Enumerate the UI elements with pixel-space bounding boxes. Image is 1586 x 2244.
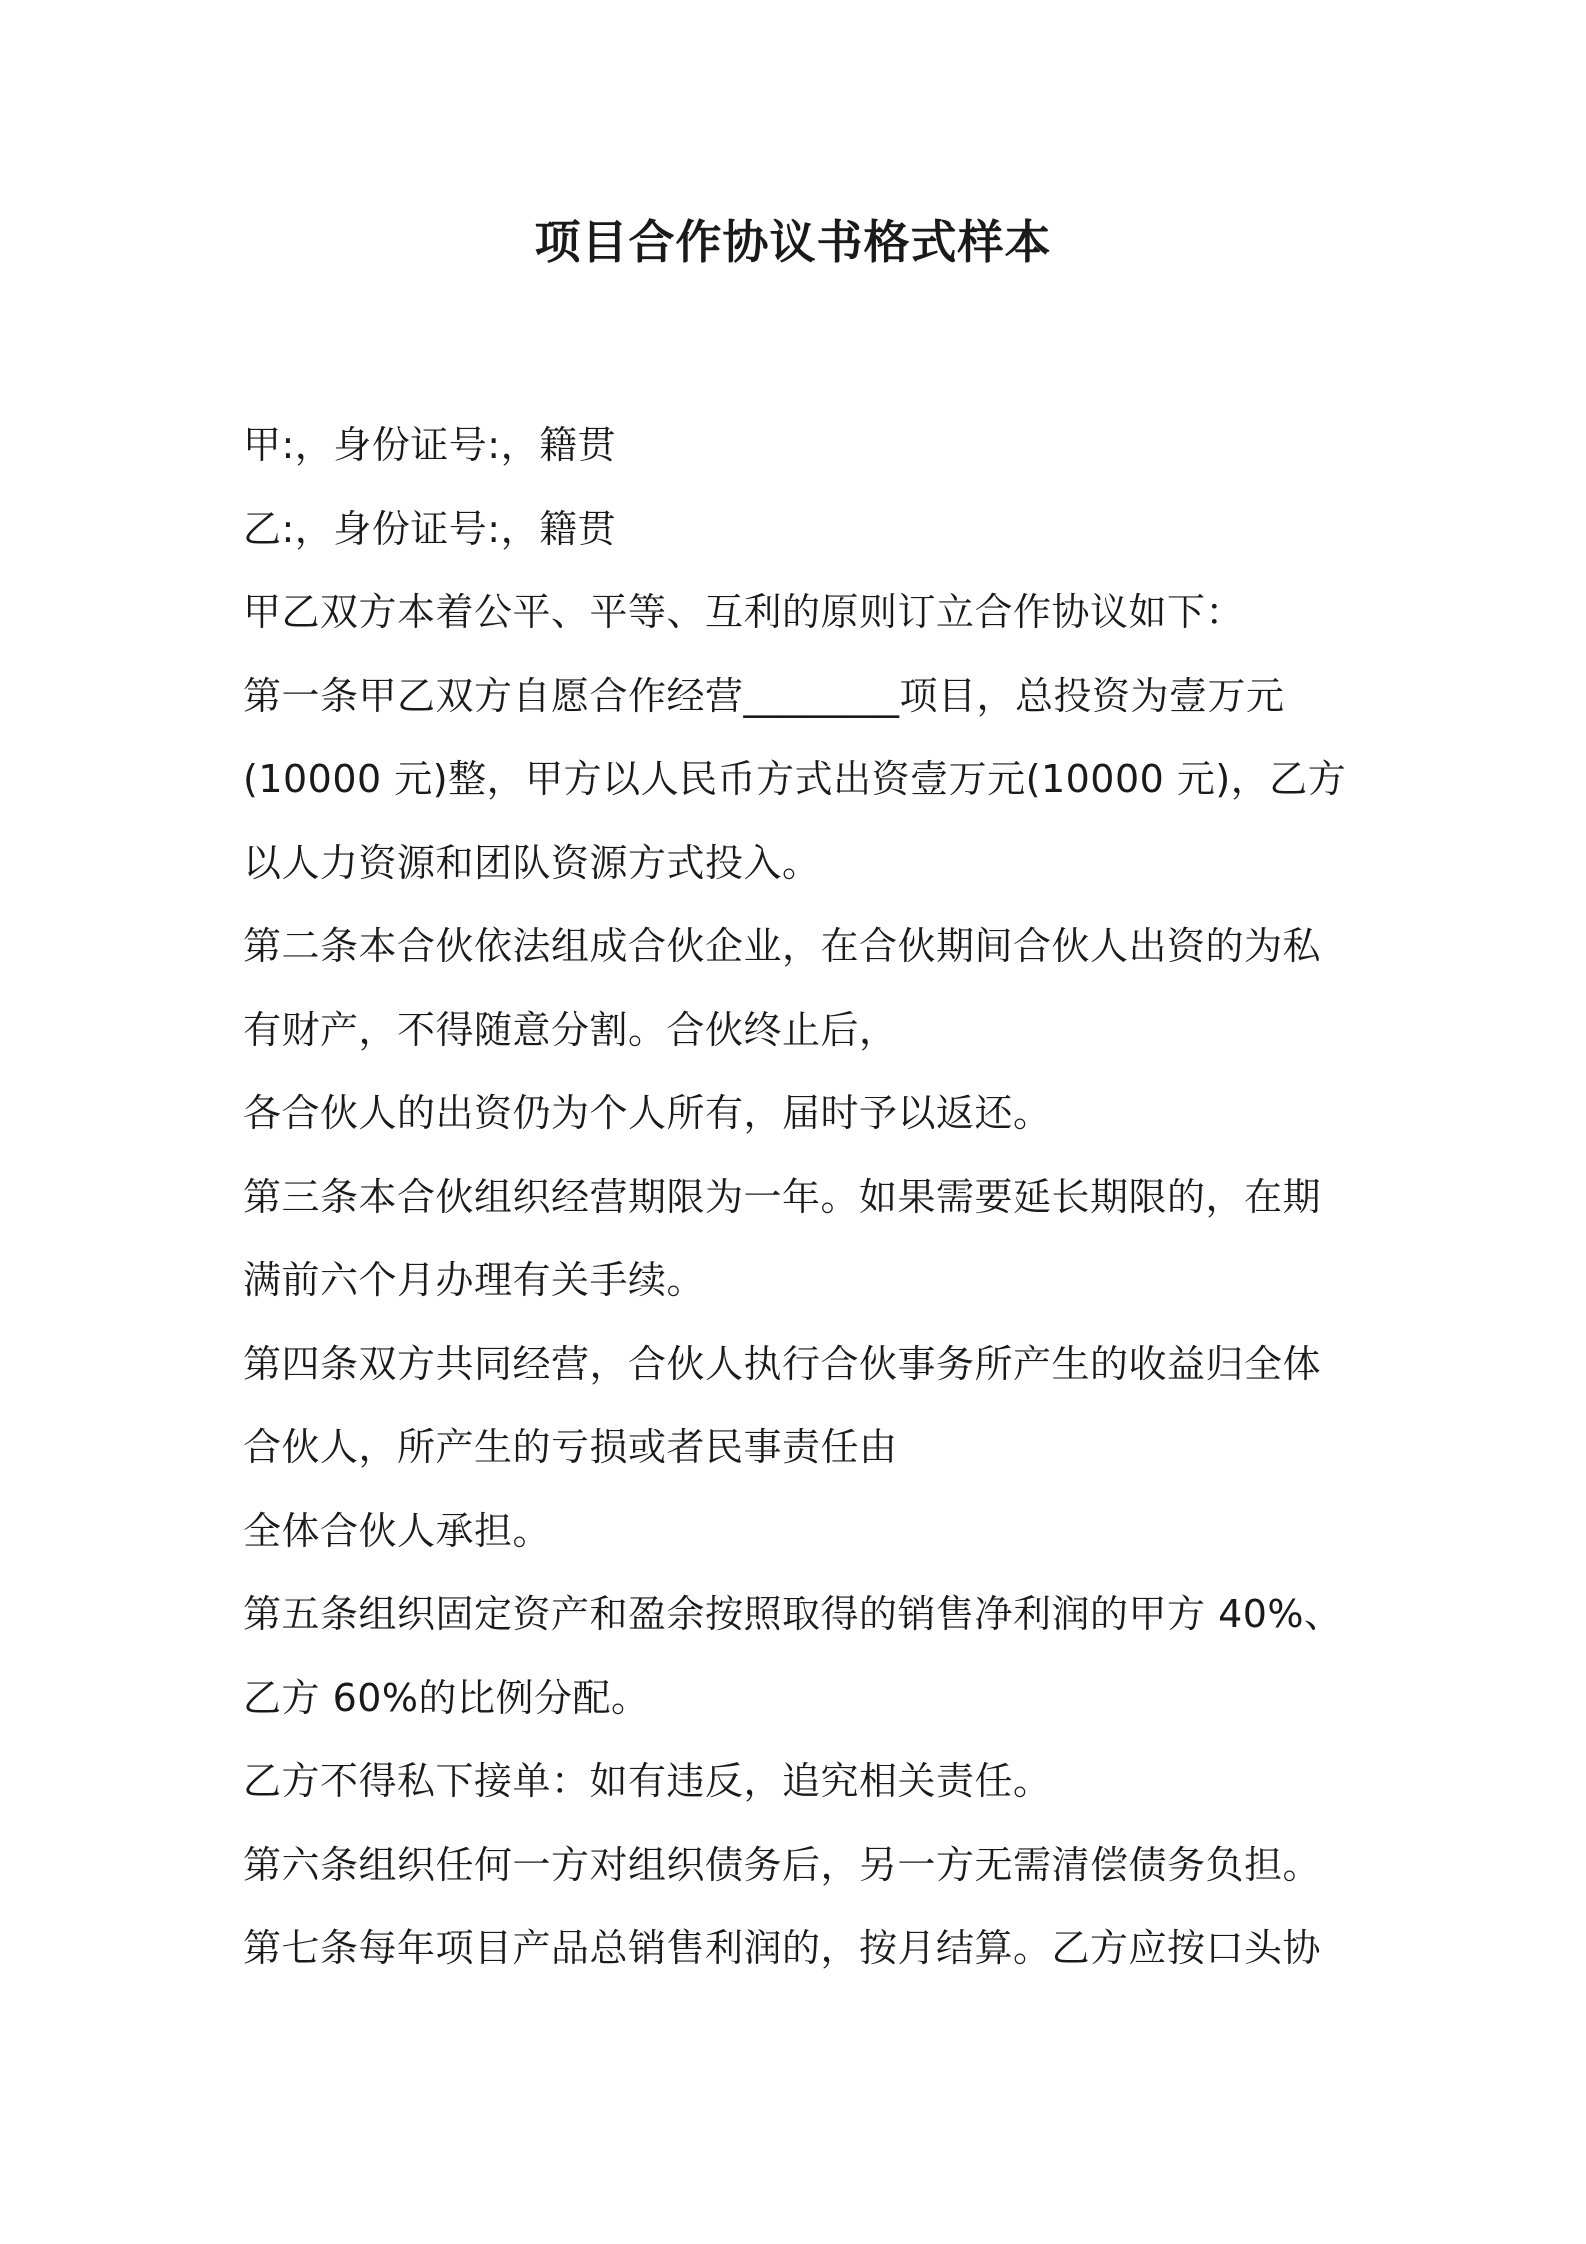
document-title: 项目合作协议书格式样本 <box>534 215 1052 269</box>
article-4-line-3: 全体合伙人承担。 <box>243 1508 552 1553</box>
article-2-line-3: 各合伙人的出资仍为个人所有，届时予以返还。 <box>243 1091 1052 1135</box>
article-6-line: 第六条组织任何一方对组织债务后，另一方无需清偿债务负担。 <box>243 1842 1322 1887</box>
party-b-line: 乙:，身份证号:，籍贯 <box>243 506 617 551</box>
article-7-line-1: 第七条每年项目产品总销售利润的，按月结算。乙方应按口头协 <box>243 1926 1322 1970</box>
preamble-line: 甲乙双方本着公平、平等、互利的原则订立合作协议如下： <box>243 590 1245 634</box>
article-5-line-1: 第五条组织固定资产和盈余按照取得的销售净利润的甲方 40%、 <box>243 1592 1343 1636</box>
article-3-line-2: 满前六个月办理有关手续。 <box>243 1258 706 1302</box>
article-2-line-2: 有财产，不得随意分割。合伙终止后， <box>243 1007 898 1052</box>
article-5-note: 乙方不得私下接单：如有违反，追究相关责任。 <box>243 1759 1052 1803</box>
article-2-line-1: 第二条本合伙依法组成合伙企业，在合伙期间合伙人出资的为私 <box>243 924 1322 968</box>
article-4-line-2: 合伙人，所产生的亏损或者民事责任由 <box>243 1425 898 1469</box>
article-1-line-2: (10000 元)整，甲方以人民币方式出资壹万元(10000 元)，乙方 <box>243 757 1347 801</box>
article-1-line-3: 以人力资源和团队资源方式投入。 <box>243 840 821 885</box>
document-body <box>243 404 1363 1991</box>
article-3-line-1: 第三条本合伙组织经营期限为一年。如果需要延长期限的，在期 <box>243 1174 1322 1219</box>
party-a-line: 甲:，身份证号:，籍贯 <box>243 423 617 467</box>
article-1-line-1: 第一条甲乙双方自愿合作经营________项目，总投资为壹万元 <box>243 673 1285 718</box>
article-5-line-2: 乙方 60%的比例分配。 <box>243 1675 650 1720</box>
article-4-line-1: 第四条双方共同经营，合伙人执行合伙事务所产生的收益归全体 <box>243 1341 1322 1386</box>
